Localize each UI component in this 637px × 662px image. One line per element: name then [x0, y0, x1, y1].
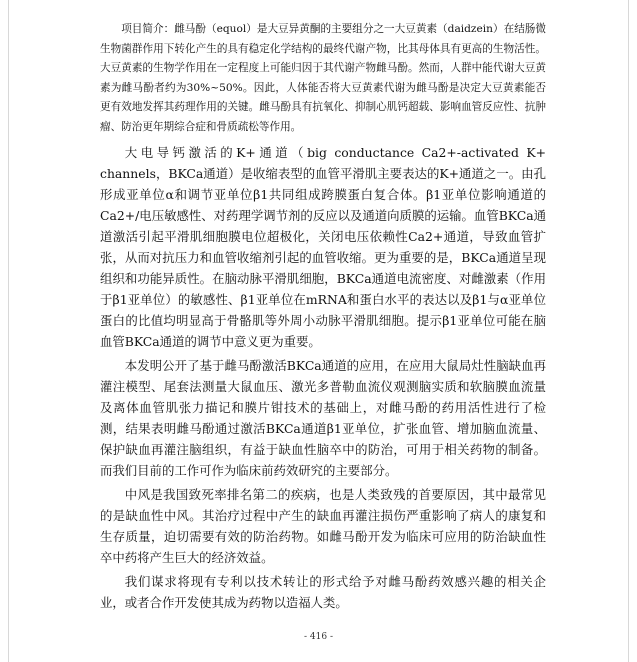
page-right-edge — [628, 0, 629, 662]
page-left-edge — [8, 0, 9, 662]
page-number: - 416 - — [304, 632, 333, 642]
paragraph-transfer: 我们谋求将现有专利以技术转让的形式给予对雌马酚药效感兴趣的相关企业，或者合作开发使其成为药物以造福人类。 — [100, 573, 546, 610]
paragraph-project-intro: 项目简介：雌马酚（equol）是大豆异黄酮的主要组分之一大豆黄素（daidzein）在结肠微生物菌群作用下转化产生的具有稳定化学结构的最终代谢产物，比其母体具有更高的生物活性。大豆黄素的生物学作用在一定程度上可能归因于其代谢产物雌马酚。然而，人群中能代谢大豆黄素为雌马酚者约为30%~50%。因此，人体能否将大豆黄素代谢为雌马酚是决定大豆黄素能否更有效地发挥其药理作用的关键。雌马酚具有抗氧化、抑制心肌钙超载、影响血管反应性、抗肿瘤、防治更年期综合症和骨质疏松等作用。 — [100, 23, 546, 133]
paragraph-bkca-channel: 大电导钙激活的K+通道（big conductance Ca2+-activated K+ channels，BKCa通道）是收缩表型的血管平滑肌主要表达的K+通道之一。由孔形成亚单位α和调节亚单位β1共同组成跨膜蛋白复合体。β1亚单位影响通道的Ca2+/电压敏感性、对药理学调节剂的反应以及通道向质膜的运输。血管BKCa通道激活引起平滑肌细胞膜电位超极化，关闭电压依赖性Ca2+通道，导致血管扩张，从而对抗压力和血管收缩剂引起的血管收缩。更为重要的是，BKCa通道呈现组织和功能异质性。在脑动脉平滑肌细胞，BKCa通道电流密度、对雌激素（作用于β1亚单位）的敏感性、β1亚单位在mRNA和蛋白水平的表达以及β1与α亚单位蛋白的比值均明显高于骨骼肌等外周小动脉平滑肌细胞。提示β1亚单位可能在脑血管BKCa通道的调节中意义更为重要。 — [100, 144, 546, 349]
body-text — [100, 20, 546, 616]
paragraph-stroke: 中风是我国致死率排名第二的疾病，也是人类致残的首要原因，其中最常见的是缺血性中风。其治疗过程中产生的缺血再灌注损伤严重影响了病人的康复和生存质量，迫切需要有效的防治药物。如雌马酚开发为临床可应用的防治缺血性卒中药将产生巨大的经济效益。 — [100, 486, 546, 565]
paragraph-invention: 本发明公开了基于雌马酚激活BKCa通道的应用，在应用大鼠局灶性脑缺血再灌注模型、尾套法测量大鼠血压、激光多普勒血流仪观测脑实质和软脑膜血流量及离体血管肌张力描记和膜片钳技术的基础上，对雌马酚的药用活性进行了检测，结果表明雌马酚通过激活BKCa通道β1亚单位，扩张血管、增加脑血流量、保护缺血再灌注脑组织，有益于缺血性脑卒中的防治，可用于相关药物的制备。而我们目前的工作可作为临床前药效研究的主要部分。 — [100, 357, 546, 478]
